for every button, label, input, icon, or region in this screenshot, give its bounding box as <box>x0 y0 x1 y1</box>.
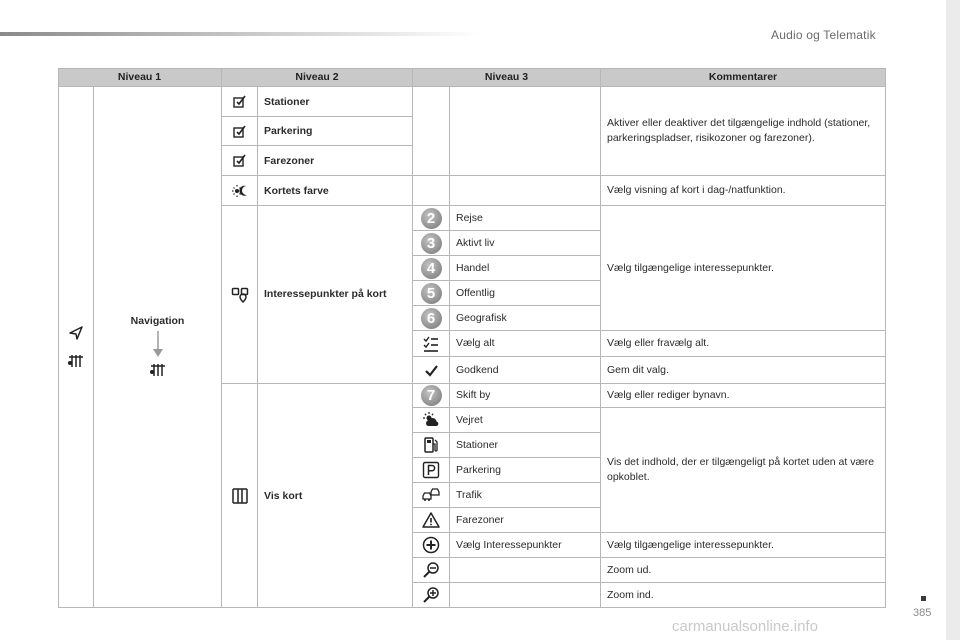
checkbox-icon <box>233 95 246 108</box>
level3-godkend[interactable]: Godkend <box>450 357 601 384</box>
badge-cell <box>413 384 450 408</box>
comment-toggle-content: Aktiver eller deaktiver det tilgængelige indhold (stationer, parkeringspladser, risikozoner og farezoner). <box>601 87 886 176</box>
traffic-icon <box>422 486 440 504</box>
level1-icon-cell <box>58 87 94 608</box>
level1-navigation-label: Navigation <box>130 315 185 327</box>
level2-farezoner[interactable]: Farezoner <box>258 146 413 176</box>
checkbox-icon <box>233 125 246 138</box>
level2-parkering[interactable]: Parkering <box>258 117 413 146</box>
map-settings-icon <box>67 352 85 370</box>
level3-handel[interactable]: Handel <box>450 256 601 281</box>
level2-interessepunkter[interactable]: Interessepunkter på kort <box>258 206 413 384</box>
zoom-out-icon <box>422 561 440 579</box>
menu-table <box>58 68 886 608</box>
select-all-icon <box>422 335 440 353</box>
page-marker <box>921 596 926 601</box>
number-badge-icon: 3 <box>421 233 442 254</box>
zoom-out-icon-cell <box>413 558 450 583</box>
level3-empty-cell <box>450 176 601 206</box>
comment-zoom-ud: Zoom ud. <box>601 558 886 583</box>
parking-icon <box>422 461 440 479</box>
checkbox-icon-cell <box>222 117 258 146</box>
level3-empty-cell <box>450 558 601 583</box>
level2-stationer[interactable]: Stationer <box>258 87 413 117</box>
comment-vaelg-alt: Vælg eller fravælg alt. <box>601 331 886 357</box>
level3-offentlig[interactable]: Offentlig <box>450 281 601 306</box>
comment-kortets-farve: Vælg visning af kort i dag-/natfunktion. <box>601 176 886 206</box>
comment-godkend: Gem dit valg. <box>601 357 886 384</box>
poi-categories-icon <box>231 286 249 304</box>
warning-icon-cell <box>413 508 450 533</box>
checkbox-icon <box>233 154 246 167</box>
level3-stationer[interactable]: Stationer <box>450 433 601 458</box>
number-badge-icon: 4 <box>421 258 442 279</box>
fuel-station-icon <box>422 436 440 454</box>
checkmark-icon-cell <box>413 357 450 384</box>
page-edge-strip <box>946 0 960 640</box>
add-poi-icon-cell <box>413 533 450 558</box>
level3-empty-icon-cell <box>413 176 450 206</box>
checkbox-icon-cell <box>222 87 258 117</box>
plus-circle-icon <box>422 536 440 554</box>
traffic-icon-cell <box>413 483 450 508</box>
number-badge-icon: 5 <box>421 283 442 304</box>
navigation-arrow-icon <box>67 324 85 342</box>
page-number: 385 <box>913 607 932 619</box>
comment-poi: Vælg tilgængelige interessepunkter. <box>601 206 886 331</box>
fuel-station-icon-cell <box>413 433 450 458</box>
badge-cell <box>413 281 450 306</box>
level3-aktivt-liv[interactable]: Aktivt liv <box>450 231 601 256</box>
level3-vejret[interactable]: Vejret <box>450 408 601 433</box>
level3-skift-by[interactable]: Skift by <box>450 384 601 408</box>
column-header-kommentarer: Kommentarer <box>601 68 886 87</box>
poi-icon-cell <box>222 206 258 384</box>
level2-kortets-farve[interactable]: Kortets farve <box>258 176 413 206</box>
badge-cell <box>413 206 450 231</box>
day-night-icon-cell <box>222 176 258 206</box>
number-badge-icon: 7 <box>421 385 442 406</box>
level2-vis-kort[interactable]: Vis kort <box>258 384 413 608</box>
level3-vaelg-alt[interactable]: Vælg alt <box>450 331 601 357</box>
watermark: carmanualsonline.info <box>672 618 818 635</box>
column-header-niveau-3: Niveau 3 <box>413 68 601 87</box>
comment-skift-by: Vælg eller rediger bynavn. <box>601 384 886 408</box>
section-title: Audio og Telematik <box>771 28 876 42</box>
level3-farezoner[interactable]: Farezoner <box>450 508 601 533</box>
level3-vaelg-interessepunkter[interactable]: Vælg Interessepunkter <box>450 533 601 558</box>
badge-cell <box>413 231 450 256</box>
column-header-niveau-1: Niveau 1 <box>58 68 222 87</box>
day-night-icon <box>231 182 249 200</box>
comment-zoom-ind: Zoom ind. <box>601 583 886 608</box>
comment-vaelg-interessepunkter: Vælg tilgængelige interessepunkter. <box>601 533 886 558</box>
level1-navigation-cell <box>94 87 222 608</box>
warning-icon <box>422 511 440 529</box>
number-badge-icon: 2 <box>421 208 442 229</box>
column-header-niveau-2: Niveau 2 <box>222 68 413 87</box>
level3-empty-cell <box>450 87 601 176</box>
header-bar <box>0 32 480 36</box>
checkmark-icon <box>425 364 438 377</box>
parking-icon-cell <box>413 458 450 483</box>
level3-geografisk[interactable]: Geografisk <box>450 306 601 331</box>
level3-parkering[interactable]: Parkering <box>450 458 601 483</box>
checkbox-icon-cell <box>222 146 258 176</box>
weather-icon-cell <box>413 408 450 433</box>
level3-rejse[interactable]: Rejse <box>450 206 601 231</box>
map-icon-cell <box>222 384 258 608</box>
level3-trafik[interactable]: Trafik <box>450 483 601 508</box>
level3-empty-icon-cell <box>413 87 450 176</box>
arrow-down-icon <box>152 331 164 359</box>
select-all-icon-cell <box>413 331 450 357</box>
zoom-in-icon-cell <box>413 583 450 608</box>
comment-vis-kort: Vis det indhold, der er tilgængeligt på kortet uden at være opkoblet. <box>601 408 886 533</box>
zoom-in-icon <box>422 586 440 604</box>
badge-cell <box>413 306 450 331</box>
map-settings-icon <box>149 361 167 379</box>
weather-icon <box>422 411 440 429</box>
map-icon <box>231 487 249 505</box>
badge-cell <box>413 256 450 281</box>
level3-empty-cell <box>450 583 601 608</box>
number-badge-icon: 6 <box>421 308 442 329</box>
